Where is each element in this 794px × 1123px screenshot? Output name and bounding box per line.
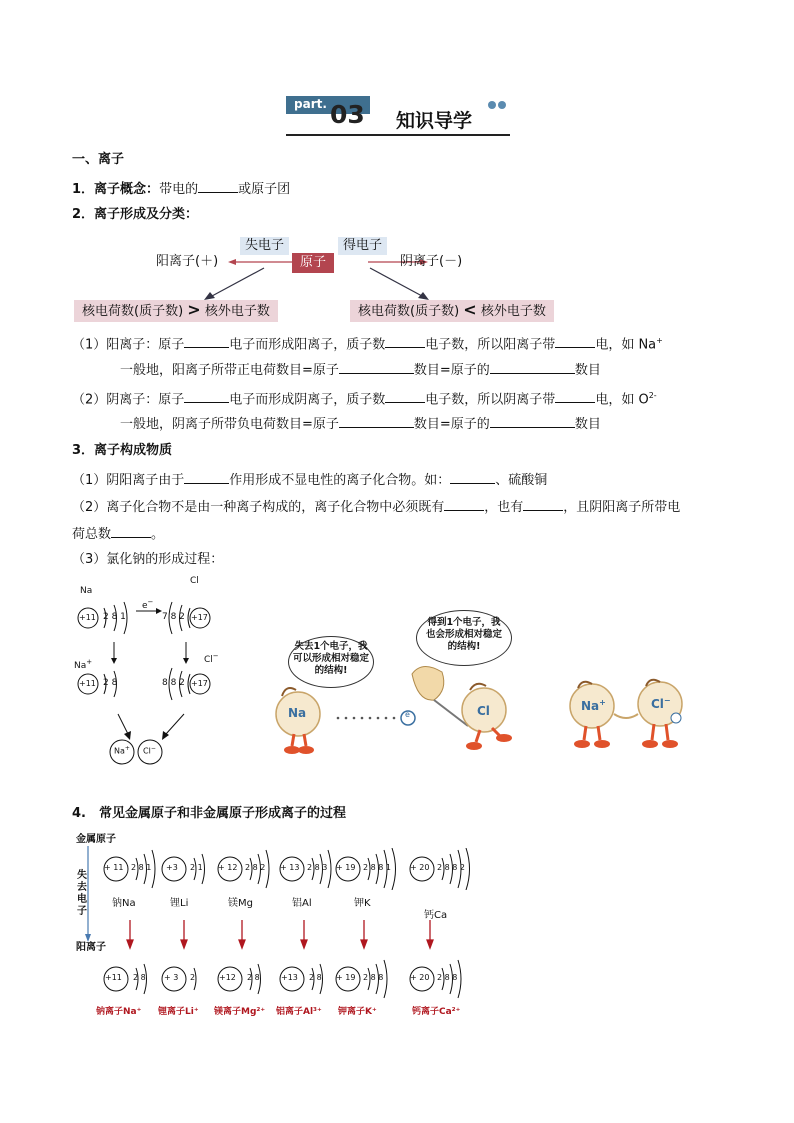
nacl-final-na: Na+ <box>114 745 130 756</box>
cation-rule <box>74 300 278 322</box>
atom-name: 铝Al <box>292 898 312 909</box>
atom-shells: 2 8 8 1 <box>363 863 391 872</box>
p1-sup: + <box>656 336 663 345</box>
nacl-cl-ion-nucleus: +17 <box>191 679 208 688</box>
atom-k <box>334 848 410 909</box>
lose-label-char: 子 <box>77 906 87 917</box>
section-heading-ions: 一、离子 <box>72 152 125 167</box>
ion-ca <box>408 958 478 1017</box>
nacl-cl-label: Cl <box>190 576 199 586</box>
ion-nucleus: +12 <box>219 973 236 982</box>
cation-rule-sign: > <box>187 300 201 319</box>
nacl-final-na-text: Na <box>114 746 125 756</box>
atom-li <box>160 848 220 909</box>
q2-line2-b: 。 <box>151 527 165 542</box>
blank[interactable] <box>555 335 595 348</box>
cartoon-na-ion-text: Na <box>581 699 600 713</box>
item1-text-a: 带电的 <box>159 182 199 197</box>
cartoon-na-ion-label: Na+ <box>581 698 606 713</box>
anion-rule-right: 核外电子数 <box>480 304 546 319</box>
metal-ion-diagram <box>72 828 492 1028</box>
cation-label: 阳离子(＋) <box>156 254 219 269</box>
lose-label-char: 失 <box>77 870 87 881</box>
atom-mg <box>216 848 276 909</box>
ion-li <box>158 958 220 1017</box>
nacl-cl-ion-text: Cl <box>204 655 213 665</box>
atom-name: 钠Na <box>112 898 136 909</box>
header-underline <box>286 134 510 136</box>
q1-c: 、硫酸铜 <box>495 473 548 488</box>
ion-mg <box>214 958 276 1017</box>
lose-label-char: 电 <box>77 894 87 905</box>
cation-paragraph-line1 <box>72 333 663 353</box>
nacl-cl-ion-shells: 8 8 2 <box>162 678 185 688</box>
atom-nucleus: + 13 <box>280 863 300 872</box>
item1-line <box>72 180 290 198</box>
cartoon-na-label: Na <box>288 706 307 720</box>
anion-paragraph-line2 <box>120 415 601 433</box>
atom-na <box>102 848 162 909</box>
blank[interactable] <box>198 180 238 193</box>
p2-sup: 2- <box>648 391 657 400</box>
q2-line2 <box>72 525 164 543</box>
nacl-electron-e: e <box>142 601 148 611</box>
ion-nucleus: +11 <box>105 973 122 982</box>
gain-electron-tag: 得电子 <box>338 237 387 255</box>
blank[interactable] <box>555 390 595 403</box>
blank[interactable] <box>490 361 575 374</box>
cation-row-label: 阳离子 <box>76 942 106 953</box>
blank[interactable] <box>184 471 229 484</box>
atom-name: 钙Ca <box>424 910 448 921</box>
nacl-cl-ion-label: Cl− <box>204 652 219 665</box>
blank[interactable] <box>111 525 151 538</box>
cation-rule-right: 核外电子数 <box>204 304 270 319</box>
ion-al <box>276 958 338 1017</box>
item1-text-b: 或原子团 <box>238 182 291 197</box>
p2-c: 电子数，所以阴离子带 <box>425 392 556 408</box>
nacl-cl-nucleus: +17 <box>191 613 208 622</box>
ion-nucleus: + 19 <box>336 973 356 982</box>
p1-a: （1）阳离子：原子 <box>72 337 185 353</box>
ion-nucleus: + 20 <box>410 973 430 982</box>
p2-line2-a: 一般地，阴离子所带负电荷数目=原子 <box>120 417 339 432</box>
ion-name: 钙离子Ca²⁺ <box>412 1007 461 1017</box>
blank[interactable] <box>339 415 414 428</box>
nacl-na-nucleus: +11 <box>79 613 96 622</box>
q2-b: ，也有 <box>484 500 524 515</box>
nacl-schematic <box>74 574 254 770</box>
ion-name: 铝离子Al³⁺ <box>276 1007 322 1017</box>
p1-c: 电子数，所以阳离子带 <box>425 337 556 353</box>
lose-label <box>77 870 89 918</box>
item3-num: 3． <box>72 443 95 458</box>
cartoon-cl-label: Cl <box>477 704 490 718</box>
blank[interactable] <box>184 390 229 403</box>
lose-label-char: 去 <box>77 882 87 893</box>
anion-paragraph-line1 <box>72 388 657 408</box>
ion-k <box>334 958 404 1017</box>
ionization-arrows <box>72 916 492 956</box>
atom-nucleus: + 11 <box>104 863 124 872</box>
ion-formation-diagram <box>70 232 590 324</box>
atom-al <box>278 848 338 909</box>
p2-line2-b: 数目=原子的 <box>413 417 490 432</box>
nacl-na-label: Na <box>80 586 93 596</box>
nacl-na-ion-shells: 2 8 <box>103 678 118 688</box>
p1-d: 电，如 Na <box>595 337 657 353</box>
nacl-na-shells: 2 8 1 <box>103 612 126 622</box>
q2-line2-a: 荷总数 <box>72 527 112 542</box>
ion-name: 锂离子Li⁺ <box>158 1007 199 1017</box>
atom-shells: 2 8 1 <box>131 863 152 872</box>
cartoon-cl-ion-text: Cl <box>651 697 664 711</box>
blank[interactable] <box>444 498 484 511</box>
p1-line2-a: 一般地，阳离子所带正电荷数目=原子 <box>120 363 339 378</box>
part-number: 03 <box>330 100 365 129</box>
atom-ca <box>408 848 488 921</box>
q1-a: （1）阴阳离子由于 <box>72 473 185 488</box>
anion-rule <box>350 300 554 322</box>
blank[interactable] <box>339 361 414 374</box>
blank[interactable] <box>184 335 229 348</box>
ion-shells: 2 8 <box>247 973 260 982</box>
item1-label: 离子概念： <box>94 182 160 197</box>
atom-name: 锂Li <box>170 898 189 909</box>
nacl-na-ion-text: Na <box>74 661 87 671</box>
q2-line1 <box>72 498 680 516</box>
p1-line2-c: 数目 <box>574 363 601 378</box>
cation-paragraph-line2 <box>120 361 601 379</box>
nacl-na-ion-nucleus: +11 <box>79 679 96 688</box>
header-dots-icon <box>486 96 510 115</box>
atom-nucleus: +3 <box>166 863 178 872</box>
p1-line2-b: 数目=原子的 <box>413 363 490 378</box>
q1-line <box>72 471 547 489</box>
ion-name: 钠离子Na⁺ <box>96 1007 142 1017</box>
item3-label: 离子构成物质 <box>94 443 173 458</box>
lose-electron-tag: 失电子 <box>240 237 289 255</box>
ion-shells: 2 <box>190 973 196 982</box>
item2-num: 2． <box>72 207 95 222</box>
anion-rule-left: 核电荷数(质子数) <box>358 304 460 319</box>
q1-b: 作用形成不显电性的离子化合物。如： <box>229 473 451 488</box>
atom-name: 钾K <box>354 898 371 909</box>
nacl-schematic-art <box>74 574 254 770</box>
p2-d: 电，如 O <box>595 392 649 408</box>
ion-shells: 2 8 <box>133 973 146 982</box>
atom-shells: 2 8 2 <box>245 863 266 872</box>
p2-a: （2）阴离子：原子 <box>72 392 185 408</box>
ion-name: 镁离子Mg²⁺ <box>214 1007 266 1017</box>
ion-name: 钾离子K⁺ <box>338 1007 377 1017</box>
ion-nucleus: + 3 <box>164 973 179 982</box>
q2-c: ，且阴阳离子所带电 <box>563 500 681 515</box>
q2-a: （2）离子化合物不是由一种离子构成的，离子化合物中必须既有 <box>72 500 445 515</box>
ion-na <box>96 958 162 1017</box>
atom-tag: 原子 <box>292 253 334 273</box>
blank[interactable] <box>385 390 425 403</box>
item2-label: 离子形成及分类： <box>94 207 199 222</box>
item2-line <box>72 207 198 223</box>
atom-shells: 2 1 <box>190 863 203 872</box>
cation-rule-left: 核电荷数(质子数) <box>82 304 184 319</box>
atom-nucleus: + 20 <box>410 863 430 872</box>
nacl-final-cl: Cl− <box>143 745 156 756</box>
section-header <box>286 96 510 138</box>
ion-shells: 2 8 <box>309 973 322 982</box>
blank[interactable] <box>523 498 563 511</box>
ion-nucleus: +13 <box>281 973 298 982</box>
q3-line: （3）氯化钠的形成过程： <box>72 552 224 567</box>
atom-shells: 2 8 3 <box>307 863 328 872</box>
cartoon-e-label: e <box>405 710 410 719</box>
atom-name: 镁Mg <box>228 898 253 909</box>
item1-num: 1． <box>72 182 95 197</box>
section4-heading: 4. 常见金属原子和非金属原子形成离子的过程 <box>72 806 346 821</box>
p2-b: 电子而形成阴离子，质子数 <box>229 392 386 408</box>
part-label: part. <box>294 97 327 111</box>
atom-shells: 2 8 8 2 <box>437 863 465 872</box>
atom-nucleus: + 12 <box>218 863 238 872</box>
nacl-electron: e− <box>142 598 154 611</box>
p2-line2-c: 数目 <box>574 417 601 432</box>
ion-shells: 2 8 8 <box>437 973 458 982</box>
nacl-cl-shells: 7 8 2 <box>162 612 185 622</box>
item3-line <box>72 443 172 459</box>
anion-label: 阴离子(－) <box>400 254 463 269</box>
header-title: 知识导学 <box>396 110 473 132</box>
nacl-cartoon <box>272 610 692 760</box>
atom-nucleus: + 19 <box>336 863 356 872</box>
blank[interactable] <box>385 335 425 348</box>
ion-shells: 2 8 8 <box>363 973 384 982</box>
p1-b: 电子而形成阳离子，质子数 <box>229 337 386 353</box>
bubble-na: 失去1个电子，我可以形成相对稳定的结构! <box>288 636 374 688</box>
blank[interactable] <box>490 415 575 428</box>
nacl-na-ion-label: Na+ <box>74 658 93 671</box>
blank[interactable] <box>450 471 495 484</box>
anion-rule-sign: < <box>463 300 477 319</box>
metal-atom-label: 金属原子 <box>76 834 116 845</box>
bubble-cl: 得到1个电子，我也会形成相对稳定的结构! <box>416 610 512 666</box>
nacl-final-cl-text: Cl <box>143 746 151 756</box>
cartoon-cl-ion-label: Cl− <box>651 696 671 711</box>
